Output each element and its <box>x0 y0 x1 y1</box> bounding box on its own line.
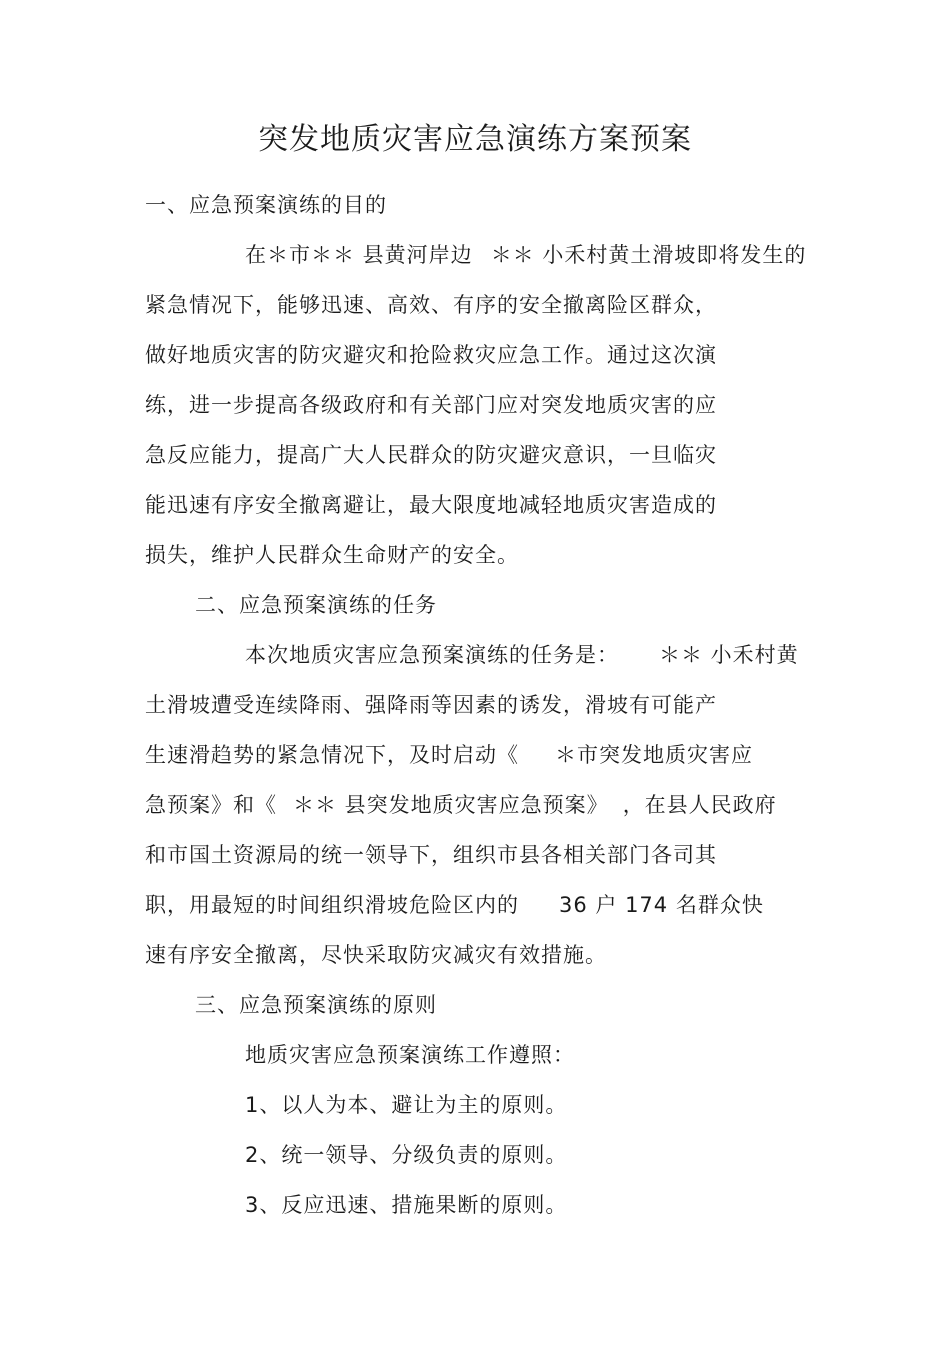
paragraph-line: 紧急情况下，能够迅速、高效、有序的安全撤离险区群众， <box>145 293 717 317</box>
paragraph-line <box>245 640 799 670</box>
text-fragment: ＊＊ 小禾村黄土滑坡即将发生的 <box>490 243 807 267</box>
paragraph-line: 速有序安全撤离，尽快采取防灾减灾有效措施。 <box>145 943 607 967</box>
paragraph-line: 急反应能力，提高广大人民群众的防灾避灾意识，一旦临灾 <box>145 443 717 467</box>
paragraph-line: 和市国土资源局的统一领导下，组织市县各相关部门各司其 <box>145 843 717 867</box>
section-heading-task: 二、应急预案演练的任务 <box>195 593 437 617</box>
text-fragment: ，在县人民政府 <box>622 793 777 817</box>
text-fragment: 36 户 174 名群众快 <box>559 893 764 917</box>
paragraph-line <box>145 740 753 770</box>
list-item: 2、统一领导、分级负责的原则。 <box>245 1143 568 1167</box>
section-heading-principle: 三、应急预案演练的原则 <box>195 993 437 1017</box>
paragraph-line <box>245 240 806 270</box>
text-fragment: 急预案》和《 <box>145 793 277 817</box>
paragraph-line: 能迅速有序安全撤离避让，最大限度地减轻地质灾害造成的 <box>145 493 717 517</box>
paragraph-line <box>145 790 777 820</box>
paragraph-line: 损失，维护人民群众生命财产的安全。 <box>145 543 519 567</box>
text-fragment: ＊＊ 小禾村黄 <box>659 643 799 667</box>
text-fragment: ＊市突发地质灾害应 <box>555 743 753 767</box>
text-fragment: ＊＊ 县突发地质灾害应急预案》 <box>293 793 609 817</box>
paragraph-line: 地质灾害应急预案演练工作遵照： <box>245 1043 575 1067</box>
paragraph-line: 做好地质灾害的防灾避灾和抢险救灾应急工作。通过这次演 <box>145 343 717 367</box>
document-title: 突发地质灾害应急演练方案预案 <box>258 122 692 157</box>
text-fragment: 生速滑趋势的紧急情况下，及时启动《 <box>145 743 519 767</box>
paragraph-line: 练，进一步提高各级政府和有关部门应对突发地质灾害的应 <box>145 393 717 417</box>
text-fragment: 本次地质灾害应急预案演练的任务是： <box>245 643 619 667</box>
list-item: 3、反应迅速、措施果断的原则。 <box>245 1193 568 1217</box>
text-fragment: 职，用最短的时间组织滑坡危险区内的 <box>145 893 519 917</box>
paragraph-line <box>145 890 764 920</box>
text-fragment: 在＊市＊＊ 县黄河岸边 <box>245 243 473 267</box>
list-item: 1、以人为本、避让为主的原则。 <box>245 1093 568 1117</box>
section-heading-purpose: 一、应急预案演练的目的 <box>145 193 387 217</box>
paragraph-line: 土滑坡遭受连续降雨、强降雨等因素的诱发，滑坡有可能产 <box>145 693 717 717</box>
